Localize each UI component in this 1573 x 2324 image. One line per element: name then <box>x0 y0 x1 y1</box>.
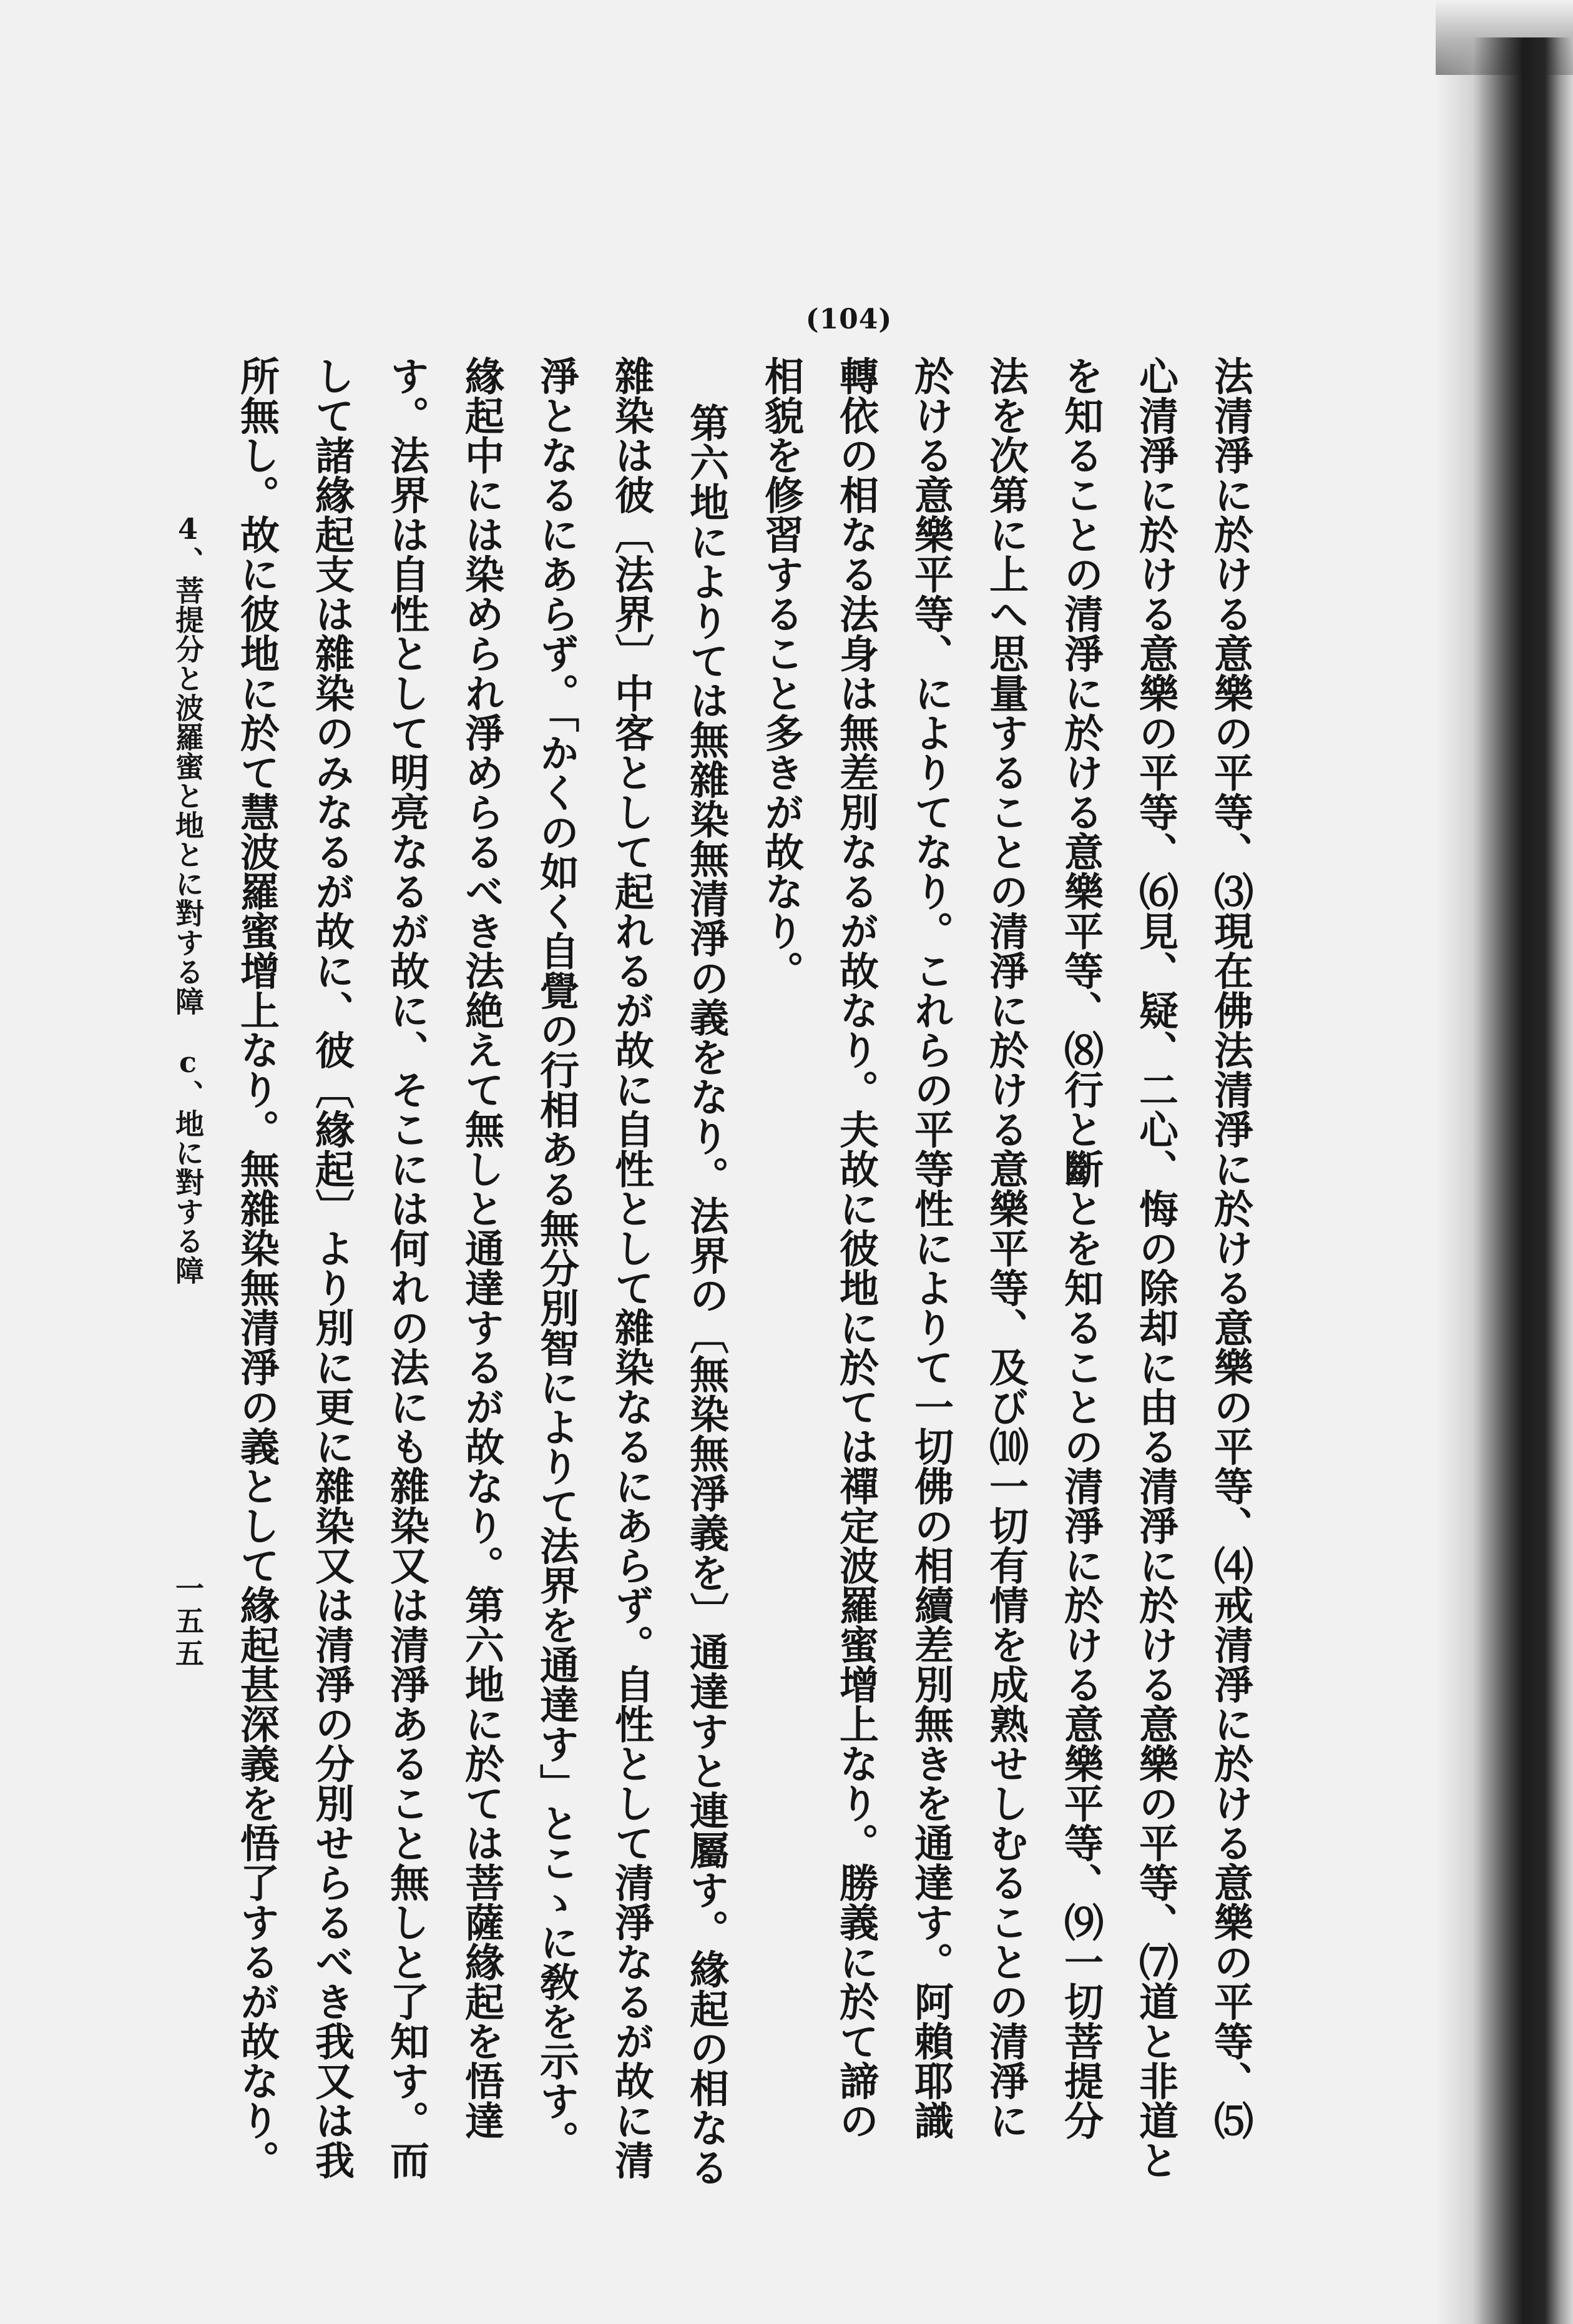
text-column: 相貌を修習すること多きが故なり。 <box>758 356 805 990</box>
text-column: 淨となるにあらず。「かくの如く自覺の行相ある無分別智によりて法界を通達す」とこゝに敎を示す。 <box>534 356 580 2160</box>
text-column: 所無し。故に彼地に於て慧波羅蜜增上なり。無雜染無清淨の義として緣起甚深義を悟了するが故なり。 <box>234 356 280 2180</box>
running-header: 4、菩提分と波羅蜜と地とに對する障 c、地に對する障 <box>171 512 205 1285</box>
text-column: 於ける意樂平等、によりてなり。これらの平等性によりて一切佛の相續差別無きを通達す。阿賴耶識 <box>908 356 954 2140</box>
page-number: (104) <box>805 303 893 335</box>
text-column: を知ることの清淨に於ける意樂平等、⑻行と斷とを知ることの清淨に於ける意樂平等、⑼一切菩提分 <box>1058 356 1104 2140</box>
text-column: 雜染は彼〔法界〕中客として起れるが故に自性として雜染なるにあらず。自性として清淨なるが故に清 <box>609 356 655 2180</box>
text-column: 第六地によりては無雜染無清淨の義をなり。法界の〔無染無淨義を〕通達すと連屬す。緣起の相なる <box>684 403 730 2187</box>
text-column: して諸緣起支は雜染のみなるが故に、彼〔緣起〕より別に更に雜染又は清淨の分別せらるべき我又は我 <box>309 356 355 2180</box>
text-column: す。法界は自性として明亮なるが故に、そこには何れの法にも雜染又は清淨あること無しと了知す。而 <box>384 356 430 2180</box>
binding-edge-shadow <box>1436 37 1573 2324</box>
text-column: 法を次第に上へ思量することの清淨に於ける意樂平等、及び⑽一切有情を成熟せしむることの清淨に <box>983 356 1029 2140</box>
body-text <box>234 356 1261 2260</box>
text-column: 心清淨に於ける意樂の平等、⑹見、疑、二心、悔の除却に由る清淨に於ける意樂の平等、⑺道と非道と <box>1133 356 1179 2180</box>
text-column: 轉依の相なる法身は無差別なるが故なり。夫故に彼地に於ては禪定波羅蜜增上なり。勝義に於て諦の <box>833 356 880 2140</box>
text-column: 緣起中には染められ淨めらるべき法絶えて無しと通達するが故なり。第六地に於ては菩薩緣起を悟達 <box>459 356 505 2140</box>
folio-number: 一五五 <box>171 1573 205 1671</box>
text-column: 法清淨に於ける意樂の平等、⑶現在佛法清淨に於ける意樂の平等、⑷戒清淨に於ける意樂の平等、⑸ <box>1208 356 1254 2140</box>
